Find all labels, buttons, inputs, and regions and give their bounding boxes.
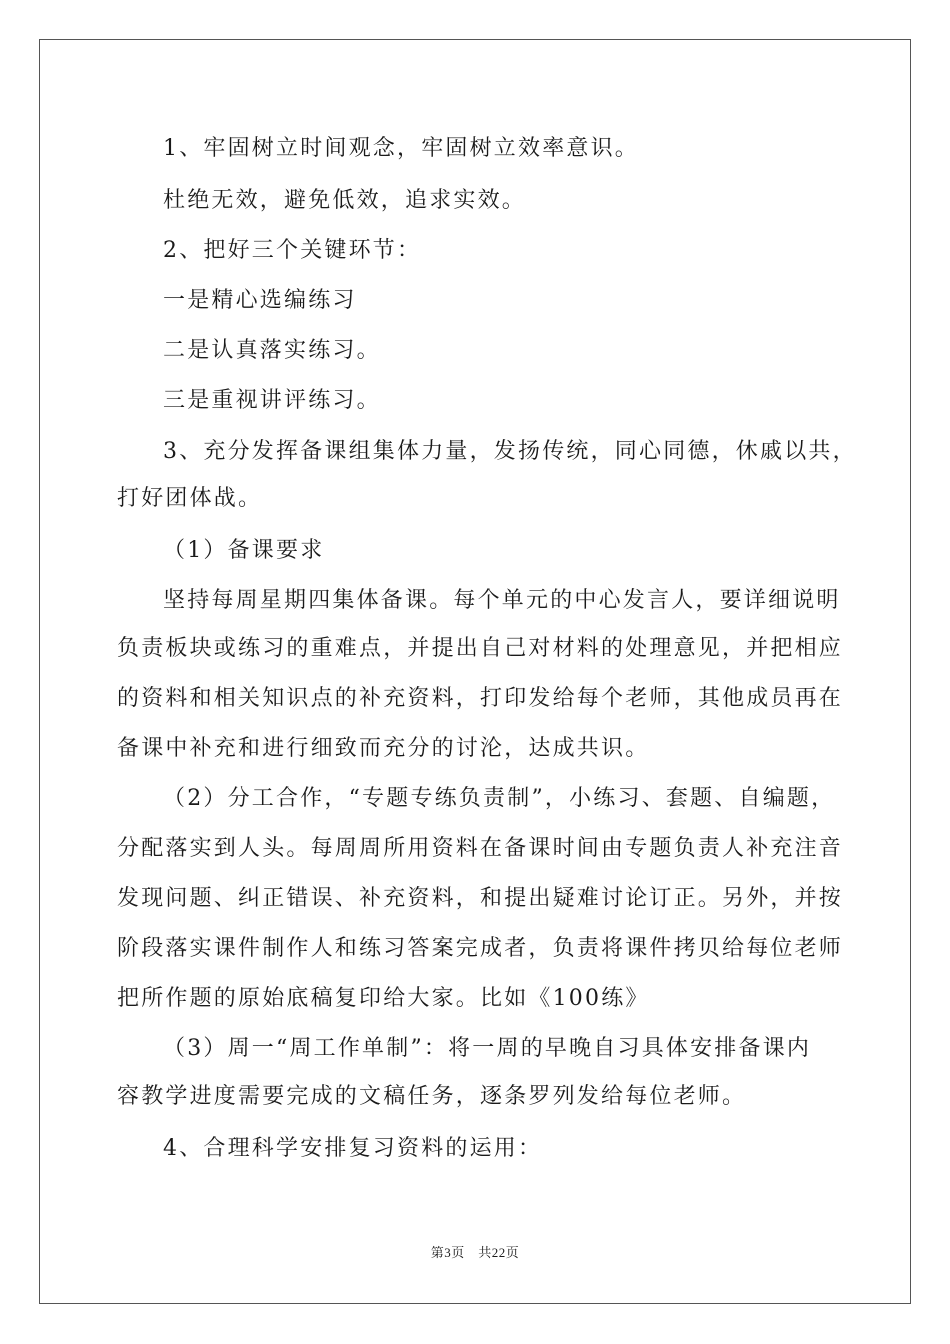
text-line: 备课中补充和进行细致而充分的讨沦，达成共识。: [117, 736, 650, 761]
text-line: 一是精心选编练习: [163, 288, 357, 313]
page-border: [39, 39, 911, 1304]
text-line: 打好团体战。: [117, 486, 263, 511]
text-line: 把所作题的原始底稿复印给大家。比如《100练》: [117, 986, 650, 1011]
text-line: 三是重视讲评练习。: [163, 388, 381, 413]
text-line: 发现问题、纠正错误、补充资料，和提出疑难讨论订正。另外，并按: [117, 886, 844, 911]
text-line: 3、充分发挥备课组集体力量，发扬传统，同心同德，休戚以共，: [163, 439, 857, 464]
text-line: 1、牢固树立时间观念，牢固树立效率意识。: [163, 136, 639, 161]
text-line: 二是认真落实练习。: [163, 338, 381, 363]
text-line: （2）分工合作，“专题专练负责制”，小练习、套题、自编题，: [163, 786, 836, 811]
text-line: 坚持每周星期四集体备课。每个单元的中心发言人，要详细说明: [163, 588, 841, 613]
text-line: 阶段落实课件制作人和练习答案完成者，负责将课件拷贝给每位老师: [117, 936, 844, 961]
text-line: 杜绝无效，避免低效，追求实效。: [163, 188, 527, 213]
text-line: 容教学进度需要完成的文稿任务，逐条罗列发给每位老师。: [117, 1084, 747, 1109]
text-line: 的资料和相关知识点的补充资料，打印发给每个老师，其他成员再在: [117, 686, 844, 711]
section-heading: （1）备课要求: [163, 538, 325, 563]
page-number-footer: 第3页 共22页: [430, 1245, 520, 1260]
text-line: 4、合理科学安排复习资料的运用：: [163, 1136, 543, 1161]
text-line: 2、把好三个关键环节：: [163, 238, 422, 263]
text-line: 分配落实到人头。每周周所用资料在备课时间由专题负责人补充注音: [117, 836, 844, 861]
text-line: 负责板块或练习的重难点，并提出自己对材料的处理意见，并把相应: [117, 636, 844, 661]
text-line: （3）周一“周工作单制”：将一周的早晚自习具体安排备课内: [163, 1036, 812, 1061]
